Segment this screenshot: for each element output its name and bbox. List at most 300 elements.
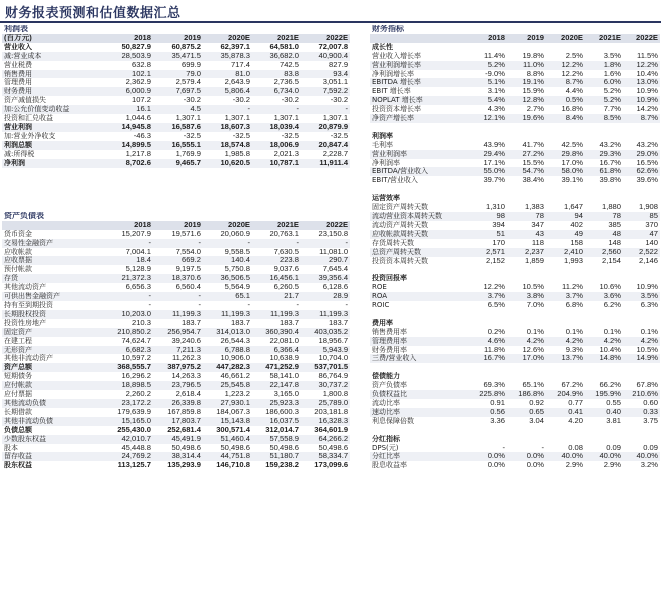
- table-row: [2, 70, 350, 79]
- table-row: [370, 167, 660, 176]
- cell-value: 7,645.4: [322, 265, 349, 274]
- row-label: 流动营业资本周转天数: [370, 212, 468, 221]
- cell-value: 255,430.0: [117, 425, 151, 434]
- financial-indicators: [370, 25, 660, 34]
- cell-value: 1,880: [601, 203, 621, 212]
- cell-value: 35,878.3: [203, 52, 252, 61]
- cell-value: 8.7%: [623, 114, 660, 123]
- unit-label: (百万元): [2, 34, 102, 43]
- cell-value: 22,147.8: [252, 381, 301, 390]
- cell-value: 2,560: [585, 248, 623, 257]
- cell-value: 183.7: [329, 318, 349, 327]
- cell-value: 16.1: [102, 105, 153, 114]
- row-label: 净利润: [2, 159, 102, 168]
- cell-value: 210,850.2: [102, 328, 153, 337]
- year-header: 2022E: [623, 34, 660, 43]
- cell-value: 10.5%: [522, 283, 544, 292]
- cell-value: 1,307.1: [322, 114, 349, 123]
- table-row: [2, 381, 350, 390]
- table-row: [370, 239, 660, 248]
- row-label: 交易性金融资产: [2, 239, 102, 248]
- cell-value: 11,262.3: [172, 354, 201, 363]
- cell-value: 19.6%: [507, 114, 546, 123]
- cell-value: 83.8: [252, 70, 301, 79]
- cell-value: 4.2%: [585, 337, 623, 346]
- cell-value: 65.1%: [522, 381, 544, 390]
- row-label: 应付票据: [4, 390, 32, 399]
- cell-value: 9,037.6: [273, 265, 299, 274]
- year-header: 2018: [102, 221, 153, 230]
- cell-value: -32.5: [232, 131, 250, 140]
- income-header: [2, 34, 350, 43]
- cell-value: 43.2%: [636, 140, 658, 149]
- cell-value: 36,506.5: [203, 274, 252, 283]
- cell-value: 25,789.0: [301, 399, 350, 408]
- cell-value: 6,682.3: [102, 346, 153, 355]
- row-label: 长期借款: [4, 407, 32, 416]
- table-row: [370, 176, 660, 185]
- cell-value: 252,681.4: [167, 425, 201, 434]
- row-label: ROA: [370, 292, 468, 301]
- row-label: 管理费用率: [370, 337, 468, 346]
- cell-value: 7,592.2: [301, 87, 350, 96]
- cell-value: 6.3%: [640, 301, 658, 310]
- cell-value: 74,624.7: [121, 336, 151, 345]
- table-row: [370, 141, 660, 150]
- cell-value: -: [102, 292, 153, 301]
- row-label: 净利润增长率: [372, 69, 414, 78]
- cell-value: 93.4: [301, 70, 350, 79]
- cell-value: 16.7%: [468, 354, 507, 363]
- cell-value: 78: [585, 212, 623, 221]
- row-label: EBITDA/营业收入: [370, 167, 468, 176]
- table-row: [2, 159, 350, 168]
- cell-value: 3.5%: [623, 292, 660, 301]
- cell-value: 183.7: [279, 318, 299, 327]
- cell-value: 5,750.8: [224, 265, 250, 274]
- spacer-row: [370, 426, 660, 435]
- row-label: 预付帐款: [4, 265, 32, 274]
- cell-value: 10,704.0: [318, 354, 349, 363]
- cell-value: 210.3: [131, 318, 151, 327]
- row-label: 应收票据: [2, 256, 102, 265]
- cell-value: 17.0%: [507, 354, 546, 363]
- cell-value: 632.8: [131, 60, 151, 69]
- cell-value: 66.2%: [599, 381, 621, 390]
- income-statement: [2, 25, 350, 34]
- cell-value: 1,908: [638, 203, 658, 212]
- cell-value: 13.0%: [623, 78, 660, 87]
- cell-value: 24,769.2: [102, 452, 153, 461]
- cell-value: 23,172.2: [102, 399, 153, 408]
- row-label: 毛利率: [372, 140, 393, 149]
- year-header: 2019: [507, 34, 546, 43]
- cell-value: 0.55: [606, 398, 621, 407]
- cell-value: -: [153, 292, 203, 301]
- cell-value: 0.0%: [507, 452, 546, 461]
- cell-value: 3,051.1: [322, 78, 349, 87]
- cell-value: 16,587.6: [153, 123, 203, 132]
- year-header: 2021E: [585, 34, 623, 43]
- row-label: 在建工程: [4, 336, 32, 345]
- cell-value: 9,465.7: [153, 159, 203, 168]
- cell-value: 11,199.3: [301, 310, 350, 319]
- indicator-group: [370, 435, 660, 444]
- cell-value: 12.1%: [468, 114, 507, 123]
- cell-value: 43: [507, 230, 546, 239]
- table-row: [2, 132, 350, 141]
- cell-value: 10,620.5: [203, 159, 252, 168]
- cell-value: 85: [623, 212, 660, 221]
- table-row: [2, 105, 350, 114]
- cell-value: 2,021.3: [273, 149, 299, 158]
- row-label: ROIC: [372, 301, 390, 310]
- table-row: [370, 461, 660, 470]
- cell-value: 2,522: [623, 248, 660, 257]
- cell-value: 5.2%: [468, 61, 507, 70]
- cell-value: 186.8%: [507, 390, 546, 399]
- cell-value: 19.8%: [522, 51, 544, 60]
- cell-value: 170: [492, 238, 505, 247]
- cell-value: 387,975.2: [153, 363, 203, 372]
- cell-value: 0.91: [490, 398, 505, 407]
- page-title: 财务报表预测和估值数据汇总: [5, 6, 181, 21]
- cell-value: 14,945.8: [102, 123, 153, 132]
- table-row: [370, 399, 660, 408]
- cell-value: 42.5%: [561, 140, 583, 149]
- group-label: 成长性: [372, 42, 393, 51]
- cell-value: 2,736.5: [273, 78, 299, 87]
- cell-value: 21,372.3: [102, 274, 153, 283]
- row-label: 负债总额: [4, 425, 32, 434]
- row-label: 负债权益比: [370, 390, 468, 399]
- spacer-row: [370, 123, 660, 132]
- table-row: [2, 283, 350, 292]
- cell-value: 18.4: [102, 256, 153, 265]
- cell-value: 223.8: [252, 256, 301, 265]
- cell-value: 9,197.5: [175, 265, 201, 274]
- cell-value: 6,000.9: [102, 87, 153, 96]
- cell-value: 40.0%: [623, 452, 660, 461]
- table-row: [370, 417, 660, 426]
- cell-value: 1,800.8: [322, 390, 349, 399]
- row-label: 加:公允价值变动收益: [2, 105, 102, 114]
- row-label: 营业税费: [4, 60, 32, 69]
- cell-value: 186,600.3: [265, 407, 299, 416]
- spacer-row: [2, 168, 350, 177]
- cell-value: 204.9%: [546, 390, 585, 399]
- cell-value: -: [252, 105, 301, 114]
- cell-value: 5,806.4: [203, 87, 252, 96]
- cell-value: 28.9: [301, 292, 350, 301]
- table-row: [370, 248, 660, 257]
- cell-value: 17.0%: [561, 158, 583, 167]
- cell-value: 9.3%: [565, 345, 583, 354]
- row-label: 货币资金: [4, 229, 32, 238]
- cell-value: 3,165.0: [273, 390, 299, 399]
- cell-value: 26,544.3: [220, 336, 250, 345]
- cell-value: 11.8%: [484, 345, 505, 354]
- cell-value: 25,923.3: [252, 399, 301, 408]
- cell-value: 0.09: [643, 443, 658, 452]
- cell-value: 62.6%: [623, 167, 660, 176]
- cell-value: 15,165.0: [102, 417, 153, 426]
- table-row: [2, 61, 350, 70]
- group-label: 偿债能力: [372, 372, 400, 381]
- indicator-group: [370, 194, 660, 203]
- table-row: [2, 310, 350, 319]
- table-row: [370, 96, 660, 105]
- spacer-row: [2, 194, 350, 203]
- year-header: 2021E: [252, 34, 301, 43]
- row-label: EBIT/营业收入: [372, 176, 418, 185]
- cell-value: 2,260.2: [125, 390, 151, 399]
- cell-value: 148: [608, 238, 621, 247]
- cell-value: 16.7%: [599, 158, 621, 167]
- table-row: [370, 221, 660, 230]
- cell-value: 5,128.9: [125, 265, 151, 274]
- table-row: [2, 52, 350, 61]
- cell-value: 6,656.3: [125, 283, 151, 292]
- cell-value: 0.1%: [526, 327, 544, 336]
- cell-value: 347: [531, 220, 544, 229]
- row-label: 其他流动负债: [2, 399, 102, 408]
- cell-value: 39,240.6: [171, 336, 201, 345]
- cell-value: 5.2%: [603, 87, 621, 96]
- unit-label: [370, 34, 468, 43]
- cell-value: 69.3%: [483, 381, 505, 390]
- row-label: 销售费用: [2, 70, 102, 79]
- cell-value: 39.1%: [561, 176, 583, 185]
- cell-value: 300,571.4: [216, 425, 250, 434]
- cell-value: 7.0%: [526, 301, 544, 310]
- row-label: 总资产周转天数: [370, 248, 468, 257]
- cell-value: 1,859: [524, 256, 544, 265]
- cell-value: 225.8%: [468, 390, 507, 399]
- cell-value: 22,081.0: [269, 336, 299, 345]
- cell-value: -32.5: [281, 131, 299, 140]
- indicator-group: [370, 274, 660, 283]
- row-label: 股东权益: [4, 461, 32, 470]
- cell-value: 15,143.8: [203, 417, 252, 426]
- cell-value: 140.4: [203, 256, 252, 265]
- cell-value: 3.81: [606, 416, 621, 425]
- cell-value: 38,314.4: [153, 452, 203, 461]
- row-label: 应收帐款周转天数: [370, 230, 468, 239]
- row-label: 加:营业外净收支: [4, 131, 56, 140]
- cell-value: 102.1: [102, 70, 153, 79]
- spacer-row: [2, 203, 350, 212]
- table-row: [370, 381, 660, 390]
- table-row: [370, 78, 660, 87]
- cell-value: 44,751.8: [203, 452, 252, 461]
- table-row: [370, 230, 660, 239]
- cell-value: 27.2%: [507, 150, 546, 159]
- cell-value: 2,228.7: [322, 149, 349, 158]
- left-financial-table: [2, 25, 350, 470]
- row-label: 流动比率: [372, 398, 400, 407]
- cell-value: 2,618.4: [175, 390, 201, 399]
- right-indicator-table: [370, 25, 660, 470]
- cell-value: 12.6%: [522, 345, 544, 354]
- cell-value: 1.8%: [585, 61, 623, 70]
- table-row: [2, 319, 350, 328]
- table-row: [370, 346, 660, 355]
- cell-value: 742.5: [279, 60, 299, 69]
- cell-value: 11,911.4: [301, 159, 350, 168]
- cell-value: 183.7: [230, 318, 250, 327]
- year-header: 2019: [153, 221, 203, 230]
- table-row: [2, 248, 350, 257]
- row-label: 财务费用率: [372, 345, 407, 354]
- row-label: 其他非流动负债: [2, 417, 102, 426]
- cell-value: 29.3%: [585, 150, 623, 159]
- row-label: 应付帐款: [2, 381, 102, 390]
- cell-value: 537,701.5: [301, 363, 350, 372]
- cell-value: 3.7%: [468, 292, 507, 301]
- indicator-group: [370, 319, 660, 328]
- cell-value: 699.9: [181, 60, 201, 69]
- cell-value: 11,199.3: [252, 310, 301, 319]
- cell-value: -: [153, 239, 203, 248]
- cell-value: 3.75: [643, 416, 658, 425]
- cell-value: 86,764.9: [318, 372, 349, 381]
- row-label: 少数股东权益: [2, 435, 102, 444]
- cell-value: 1,217.8: [125, 149, 151, 158]
- spacer-row: [370, 185, 660, 194]
- row-label: 存货: [2, 274, 102, 283]
- cell-value: 18,898.5: [102, 381, 153, 390]
- cell-value: 6,260.5: [273, 283, 299, 292]
- indicator-group: [370, 132, 660, 141]
- cell-value: 2.7%: [526, 105, 544, 114]
- cell-value: -: [345, 301, 349, 310]
- cell-value: 3.8%: [507, 292, 546, 301]
- cell-value: 79.0: [153, 70, 203, 79]
- year-header: 2020E: [203, 34, 252, 43]
- row-label: 资产总额: [2, 363, 102, 372]
- cell-value: 4.2%: [507, 337, 546, 346]
- row-label: 股本: [4, 443, 18, 452]
- row-label: 营业收入增长率: [372, 51, 421, 60]
- cell-value: -: [247, 301, 250, 310]
- cell-value: 158: [570, 238, 583, 247]
- cell-value: 29.8%: [546, 150, 585, 159]
- table-row: [370, 87, 660, 96]
- cell-value: 15.5%: [522, 158, 544, 167]
- row-label: 投资和汇兑收益: [4, 114, 53, 123]
- cell-value: 18,006.9: [252, 141, 301, 150]
- cell-value: 20,879.9: [301, 123, 350, 132]
- cell-value: 11,199.3: [203, 310, 252, 319]
- cell-value: 173,099.6: [314, 461, 349, 470]
- cell-value: 7,211.3: [153, 346, 203, 355]
- cell-value: 54.7%: [507, 167, 546, 176]
- indicator-group: [370, 43, 660, 52]
- cell-value: 51,180.7: [252, 452, 301, 461]
- cell-value: 8.7%: [546, 78, 585, 87]
- cell-value: -: [102, 239, 153, 248]
- cell-value: 10,638.9: [269, 354, 299, 363]
- cell-value: 471,252.9: [252, 363, 301, 372]
- cell-value: 21.7: [252, 292, 301, 301]
- cell-value: 2.9%: [603, 461, 621, 470]
- table-row: [2, 230, 350, 239]
- cell-value: 12.2%: [483, 283, 505, 292]
- cell-value: -: [198, 301, 201, 310]
- cell-value: 14.9%: [623, 354, 660, 363]
- spacer-row: [370, 363, 660, 372]
- row-label: 应收帐款: [4, 247, 32, 256]
- cell-value: 10.5%: [636, 345, 658, 354]
- cell-value: 717.4: [230, 60, 250, 69]
- cell-value: 2,410: [546, 248, 585, 257]
- table-row: [370, 408, 660, 417]
- row-label: 财务费用: [2, 87, 102, 96]
- cell-value: 9,558.5: [224, 247, 250, 256]
- cell-value: 16,555.1: [153, 141, 203, 150]
- cell-value: 203,181.8: [314, 407, 349, 416]
- cell-value: 11,199.3: [153, 310, 203, 319]
- cell-value: 19,571.6: [171, 229, 201, 238]
- cell-value: 16,037.5: [252, 417, 301, 426]
- table-row: [370, 337, 660, 346]
- table-row: [2, 301, 350, 310]
- spacer-row: [370, 310, 660, 319]
- cell-value: 58,141.0: [269, 372, 299, 381]
- cell-value: 19.1%: [507, 78, 546, 87]
- cell-value: 6.8%: [565, 301, 583, 310]
- row-label: 其他非流动资产: [4, 354, 53, 363]
- cell-value: 0.77: [568, 398, 583, 407]
- cell-value: 15.9%: [522, 87, 544, 96]
- cell-value: 28,503.9: [102, 52, 153, 61]
- cell-value: -: [502, 443, 505, 452]
- cell-value: 50,498.6: [269, 443, 299, 452]
- cell-value: 47: [623, 230, 660, 239]
- row-label: ROE: [372, 283, 387, 292]
- cell-value: 25,545.8: [203, 381, 252, 390]
- cell-value: 10,787.1: [252, 159, 301, 168]
- cell-value: 4.2%: [623, 337, 660, 346]
- cell-value: 107.2: [131, 96, 151, 105]
- cell-value: 49: [546, 230, 585, 239]
- cell-value: 4.3%: [487, 105, 505, 114]
- cell-value: 12.2%: [623, 61, 660, 70]
- cell-value: 72,007.8: [318, 42, 349, 51]
- row-label: 投资资本增长率: [372, 105, 421, 114]
- cell-value: 210.6%: [623, 390, 660, 399]
- table-row: [2, 265, 350, 274]
- cell-value: 8,702.6: [102, 159, 153, 168]
- cell-value: 394: [492, 220, 505, 229]
- cell-value: 2,146: [638, 256, 658, 265]
- cell-value: 2,237: [507, 248, 546, 257]
- cell-value: -30.2: [232, 96, 250, 105]
- cell-value: 40.0%: [546, 452, 585, 461]
- cell-value: 1,307.1: [273, 114, 299, 123]
- cell-value: 13.7%: [546, 354, 585, 363]
- cell-value: 1,769.9: [175, 149, 201, 158]
- row-label: 投资资本周转天数: [372, 256, 428, 265]
- row-label: 净利润率: [372, 158, 400, 167]
- cell-value: 1,993: [563, 256, 583, 265]
- cell-value: 2.5%: [565, 51, 583, 60]
- cell-value: 183.7: [181, 318, 201, 327]
- cell-value: 1,044.6: [125, 114, 151, 123]
- cell-value: 0.56: [468, 408, 507, 417]
- cell-value: 12.2%: [546, 61, 585, 70]
